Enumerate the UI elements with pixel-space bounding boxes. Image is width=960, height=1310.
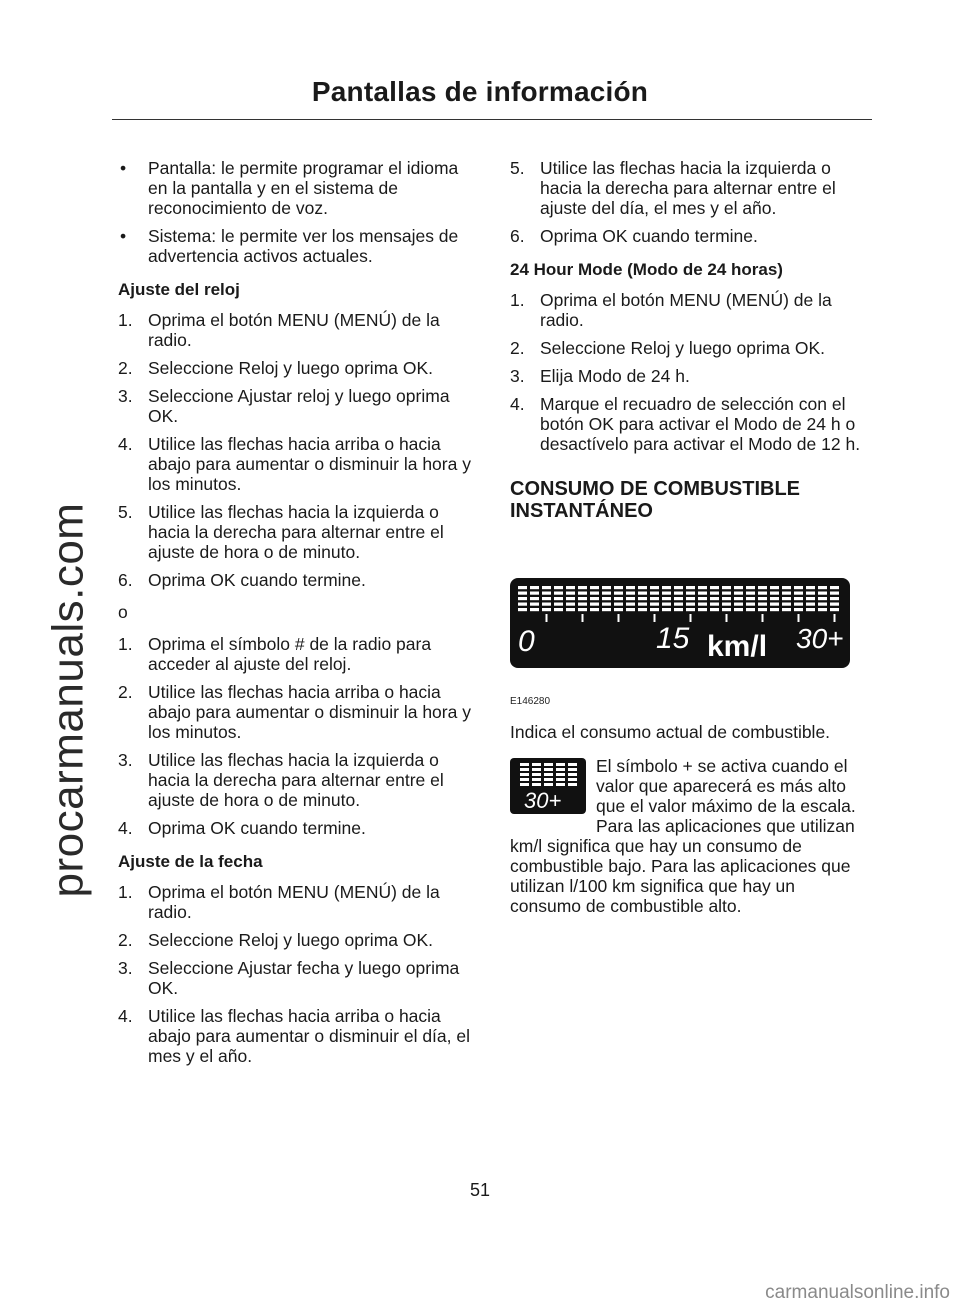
step-number: 1.	[118, 882, 133, 902]
gauge-mid-label: 15	[656, 622, 690, 655]
step-text: Utilice las flechas hacia arriba o hacia abajo para aumentar o disminuir la hora y los minutos.	[148, 682, 471, 742]
gauge-bar	[542, 586, 551, 589]
list-item	[118, 682, 478, 742]
step-text: Oprima el botón MENU (MENÚ) de la radio.	[540, 290, 832, 330]
gauge-bar	[710, 597, 719, 600]
gauge-bar	[614, 586, 623, 589]
gauge-bar	[602, 597, 611, 600]
gauge-tick	[654, 614, 656, 622]
gauge-bar	[662, 603, 671, 606]
gauge-bar	[770, 592, 779, 595]
icon-bar	[532, 783, 541, 786]
icon-bar	[520, 773, 529, 776]
step-text: Utilice las flechas hacia arriba o hacia abajo para aumentar o disminuir la hora y los minutos.	[148, 434, 471, 494]
fuel-gauge-display	[510, 578, 850, 668]
step-number: 6.	[510, 226, 525, 246]
step-text: Oprima OK cuando termine.	[148, 818, 366, 838]
gauge-bar	[602, 608, 611, 611]
gauge-bar	[722, 592, 731, 595]
alt-steps	[118, 634, 478, 838]
gauge-bar	[698, 592, 707, 595]
step-number: 3.	[118, 958, 133, 978]
gauge-bar	[530, 603, 539, 606]
gauge-bar	[794, 608, 803, 611]
gauge-bar	[698, 608, 707, 611]
gauge-bar	[722, 597, 731, 600]
gauge-bar	[662, 592, 671, 595]
gauge-bar	[530, 592, 539, 595]
gauge-bar	[794, 597, 803, 600]
fuel-gauge-figure	[510, 578, 855, 712]
gauge-bar	[566, 592, 575, 595]
gauge-bar	[806, 592, 815, 595]
clock-heading: Ajuste del reloj	[118, 280, 240, 299]
icon-bar	[544, 773, 553, 776]
plus-symbol-icon	[510, 758, 586, 814]
list-item	[118, 958, 478, 998]
gauge-bar	[578, 608, 587, 611]
gauge-bar	[746, 597, 755, 600]
gauge-bar	[626, 592, 635, 595]
gauge-bar	[674, 586, 683, 589]
gauge-bar	[686, 597, 695, 600]
bullet-marker: •	[120, 158, 127, 178]
section-heading-line: CONSUMO DE COMBUSTIBLE	[510, 478, 800, 500]
list-item	[118, 158, 478, 218]
step-text: Utilice las flechas hacia la izquierda o hacia la derecha para alternar entre el ajuste del día, el mes y el año.	[540, 158, 836, 218]
gauge-bar	[554, 592, 563, 595]
gauge-bar	[818, 586, 827, 589]
gauge-bar	[602, 603, 611, 606]
gauge-bar	[662, 597, 671, 600]
step-text: Seleccione Ajustar reloj y luego oprima OK.	[148, 386, 450, 426]
icon-bar	[544, 783, 553, 786]
icon-bar	[532, 778, 541, 781]
list-item	[118, 818, 478, 838]
gauge-bar	[590, 597, 599, 600]
list-item	[118, 310, 478, 350]
gauge-bar	[818, 608, 827, 611]
gauge-bar	[758, 586, 767, 589]
icon-bar	[556, 783, 565, 786]
gauge-bar	[542, 603, 551, 606]
list-item	[510, 226, 870, 246]
step-text: Seleccione Ajustar fecha y luego oprima OK.	[148, 958, 460, 998]
gauge-bar	[686, 608, 695, 611]
step-text: Utilice las flechas hacia arriba o hacia abajo para aumentar o disminuir el día, el mes y el año.	[148, 1006, 470, 1066]
gauge-tick	[834, 614, 836, 622]
gauge-bar	[818, 592, 827, 595]
icon-bar	[532, 763, 541, 766]
gauge-bar	[602, 586, 611, 589]
page-title: Pantallas de información	[311, 76, 649, 107]
gauge-bar	[674, 592, 683, 595]
gauge-bar	[638, 592, 647, 595]
indica-text: Indica el consumo actual de combustible.	[510, 722, 831, 742]
icon-bar	[556, 778, 565, 781]
step-text: Marque el recuadro de selección con el botón OK para activar el Modo de 24 h o desactívelo para activar el Modo de 12 h.	[540, 394, 861, 454]
gauge-bar	[566, 586, 575, 589]
step-number: 1.	[510, 290, 525, 310]
gauge-bar	[686, 603, 695, 606]
step-number: 6.	[118, 570, 133, 590]
gauge-bar	[830, 597, 839, 600]
gauge-bar	[710, 586, 719, 589]
gauge-bar	[782, 608, 791, 611]
gauge-bar	[686, 592, 695, 595]
icon-bar	[568, 783, 577, 786]
gauge-bar	[818, 603, 827, 606]
gauge-bar	[626, 586, 635, 589]
gauge-bar	[602, 592, 611, 595]
gauge-bar	[770, 586, 779, 589]
gauge-bar	[806, 608, 815, 611]
section-heading	[510, 478, 870, 522]
gauge-bar	[722, 603, 731, 606]
gauge-bar	[782, 586, 791, 589]
gauge-bar	[590, 586, 599, 589]
gauge-bar	[746, 586, 755, 589]
icon-bar	[520, 783, 529, 786]
gauge-bar	[734, 586, 743, 589]
date-heading: Ajuste de la fecha	[118, 852, 263, 871]
bullet-text: Pantalla: le permite programar el idioma en la pantalla y en el sistema de reconocimiento de voz.	[148, 158, 459, 218]
list-item	[118, 930, 478, 950]
gauge-bar	[782, 597, 791, 600]
icon-bar	[544, 778, 553, 781]
gauge-bar	[638, 603, 647, 606]
icon-bar	[532, 768, 541, 771]
list-item	[510, 366, 870, 386]
gauge-bar	[758, 608, 767, 611]
gauge-bar	[746, 603, 755, 606]
icon-paragraph-text: El símbolo + se activa cuando el valor que aparecerá es más alto que el valor máximo de la escala. Para las aplicaciones que utilizan km/l significa que hay un consumo de combustible bajo. Para las aplicaciones que utilizan l/100 km significa que hay un consumo de combustible alto.	[510, 756, 856, 916]
gauge-bar	[674, 597, 683, 600]
icon-bar	[532, 773, 541, 776]
step-text: Oprima el botón MENU (MENÚ) de la radio.	[148, 310, 440, 350]
clock-steps	[118, 310, 478, 590]
icon-bar	[568, 768, 577, 771]
gauge-bar	[650, 608, 659, 611]
step-text: Elija Modo de 24 h.	[540, 366, 690, 386]
icon-bar	[568, 773, 577, 776]
list-item	[510, 158, 870, 218]
gauge-max-label: 30+	[796, 623, 844, 654]
gauge-bar	[746, 592, 755, 595]
gauge-bar	[626, 597, 635, 600]
step-text: Oprima OK cuando termine.	[540, 226, 758, 246]
step-number: 4.	[118, 1006, 133, 1026]
icon-paragraph	[510, 756, 870, 916]
gauge-tick	[618, 614, 620, 622]
list-item	[118, 358, 478, 378]
gauge-bar	[830, 592, 839, 595]
icon-bar	[544, 768, 553, 771]
gauge-bar	[554, 608, 563, 611]
gauge-bar	[518, 592, 527, 595]
gauge-bar	[710, 603, 719, 606]
icon-bar	[568, 778, 577, 781]
gauge-tick	[582, 614, 584, 622]
gauge-bar	[626, 603, 635, 606]
gauge-bar	[698, 597, 707, 600]
bullet-marker: •	[120, 226, 127, 246]
icon-bar	[520, 768, 529, 771]
step-number: 2.	[510, 338, 525, 358]
list-item	[118, 1006, 478, 1066]
gauge-bar	[710, 592, 719, 595]
gauge-bar	[662, 608, 671, 611]
gauge-bar	[650, 592, 659, 595]
date-steps	[118, 882, 478, 1066]
gauge-bar	[626, 608, 635, 611]
gauge-bar	[518, 586, 527, 589]
page-number: 51	[469, 1180, 491, 1200]
gauge-bar	[746, 608, 755, 611]
gauge-bar	[578, 592, 587, 595]
gauge-bar	[782, 603, 791, 606]
gauge-bar	[566, 608, 575, 611]
gauge-tick	[726, 614, 728, 622]
step-number: 2.	[118, 682, 133, 702]
gauge-bar	[806, 586, 815, 589]
gauge-bar	[518, 603, 527, 606]
gauge-bar	[638, 608, 647, 611]
gauge-min-label: 0	[518, 625, 535, 658]
gauge-bar	[686, 586, 695, 589]
gauge-bar	[530, 586, 539, 589]
gauge-bar	[674, 608, 683, 611]
gauge-bar	[662, 586, 671, 589]
gauge-bar	[566, 603, 575, 606]
gauge-bar	[590, 592, 599, 595]
list-item	[118, 434, 478, 494]
gauge-bar	[554, 597, 563, 600]
gauge-bar	[806, 597, 815, 600]
step-text: Oprima el botón MENU (MENÚ) de la radio.	[148, 882, 440, 922]
step-number: 1.	[118, 634, 133, 654]
step-number: 1.	[118, 310, 133, 330]
gauge-bar	[542, 592, 551, 595]
section-heading-line: INSTANTÁNEO	[510, 500, 653, 522]
watermark-text: procarmanuals.com	[43, 502, 92, 898]
gauge-bar	[650, 597, 659, 600]
step-text: Oprima el símbolo # de la radio para acceder al ajuste del reloj.	[148, 634, 432, 674]
gauge-bar	[770, 597, 779, 600]
step-text: Seleccione Reloj y luego oprima OK.	[540, 338, 826, 358]
gauge-bar	[578, 597, 587, 600]
gauge-bar	[650, 603, 659, 606]
gauge-bar	[566, 597, 575, 600]
list-item	[510, 394, 870, 454]
step-number: 5.	[510, 158, 525, 178]
gauge-bar	[794, 592, 803, 595]
list-item	[510, 290, 870, 330]
bullet-text: Sistema: le permite ver los mensajes de advertencia activos actuales.	[148, 226, 459, 266]
gauge-bar	[590, 608, 599, 611]
icon-bar	[556, 768, 565, 771]
step-number: 3.	[510, 366, 525, 386]
step-text: Oprima OK cuando termine.	[148, 570, 366, 590]
gauge-bar	[554, 603, 563, 606]
gauge-bar	[638, 586, 647, 589]
gauge-bar	[782, 592, 791, 595]
step-number: 5.	[118, 502, 133, 522]
gauge-bar	[698, 603, 707, 606]
step-text: Utilice las flechas hacia la izquierda o hacia la derecha para alternar entre el ajuste de hora o de minuto.	[148, 502, 444, 562]
or-text: o	[118, 602, 128, 622]
gauge-bar	[698, 586, 707, 589]
gauge-tick	[762, 614, 764, 622]
gauge-bar	[722, 586, 731, 589]
gauge-bar	[830, 608, 839, 611]
list-item	[118, 502, 478, 562]
step-text: Seleccione Reloj y luego oprima OK.	[148, 358, 434, 378]
gauge-bar	[674, 603, 683, 606]
gauge-bar	[518, 608, 527, 611]
gauge-bar	[614, 603, 623, 606]
footer-brand: carmanualsonline.info	[765, 1282, 950, 1303]
left-column	[118, 158, 478, 1074]
step-number: 3.	[118, 750, 133, 770]
gauge-tick	[798, 614, 800, 622]
mode-heading: 24 Hour Mode (Modo de 24 horas)	[510, 260, 783, 279]
gauge-bar	[770, 608, 779, 611]
icon-bar	[520, 778, 529, 781]
list-item	[118, 386, 478, 426]
icon-bar	[520, 763, 529, 766]
gauge-bar	[818, 597, 827, 600]
gauge-bar	[518, 597, 527, 600]
gauge-bar	[722, 608, 731, 611]
list-item	[118, 226, 478, 266]
gauge-tick	[546, 614, 548, 622]
gauge-bar	[734, 603, 743, 606]
gauge-bar	[578, 603, 587, 606]
step-text: Seleccione Reloj y luego oprima OK.	[148, 930, 434, 950]
icon-bar	[556, 773, 565, 776]
gauge-bar	[578, 586, 587, 589]
gauge-bar	[758, 592, 767, 595]
figure-code: E146280	[510, 696, 551, 707]
step-number: 4.	[510, 394, 525, 414]
gauge-bar	[734, 597, 743, 600]
gauge-bar	[758, 603, 767, 606]
right-column	[510, 158, 870, 916]
gauge-bar	[554, 586, 563, 589]
step-number: 2.	[118, 358, 133, 378]
icon-label: 30+	[524, 788, 562, 813]
gauge-bar	[758, 597, 767, 600]
step-text: Utilice las flechas hacia la izquierda o hacia la derecha para alternar entre el ajuste de hora o de minuto.	[148, 750, 444, 810]
gauge-bar	[614, 592, 623, 595]
gauge-bar	[614, 608, 623, 611]
icon-bar	[568, 763, 577, 766]
step-number: 3.	[118, 386, 133, 406]
gauge-bar	[734, 608, 743, 611]
step-number: 4.	[118, 818, 133, 838]
gauge-bar	[650, 586, 659, 589]
gauge-tick	[690, 614, 692, 622]
list-item	[118, 882, 478, 922]
gauge-bar	[638, 597, 647, 600]
gauge-bar	[614, 597, 623, 600]
gauge-bar	[542, 597, 551, 600]
icon-bar	[544, 763, 553, 766]
gauge-bar	[794, 586, 803, 589]
gauge-bar	[794, 603, 803, 606]
list-item	[510, 338, 870, 358]
step-number: 2.	[118, 930, 133, 950]
gauge-bar	[542, 608, 551, 611]
gauge-bar	[530, 597, 539, 600]
gauge-bar	[530, 608, 539, 611]
step-number: 4.	[118, 434, 133, 454]
gauge-unit-label: km/l	[707, 630, 768, 663]
title-rule	[112, 119, 872, 120]
icon-bar	[556, 763, 565, 766]
watermark	[8, 350, 128, 1050]
gauge-bar	[710, 608, 719, 611]
list-item	[118, 570, 478, 590]
gauge-bar	[830, 603, 839, 606]
gauge-bar	[590, 603, 599, 606]
list-item	[118, 634, 478, 674]
gauge-bar	[734, 592, 743, 595]
list-item	[118, 750, 478, 810]
gauge-bar	[770, 603, 779, 606]
gauge-bar	[806, 603, 815, 606]
gauge-bar	[830, 586, 839, 589]
